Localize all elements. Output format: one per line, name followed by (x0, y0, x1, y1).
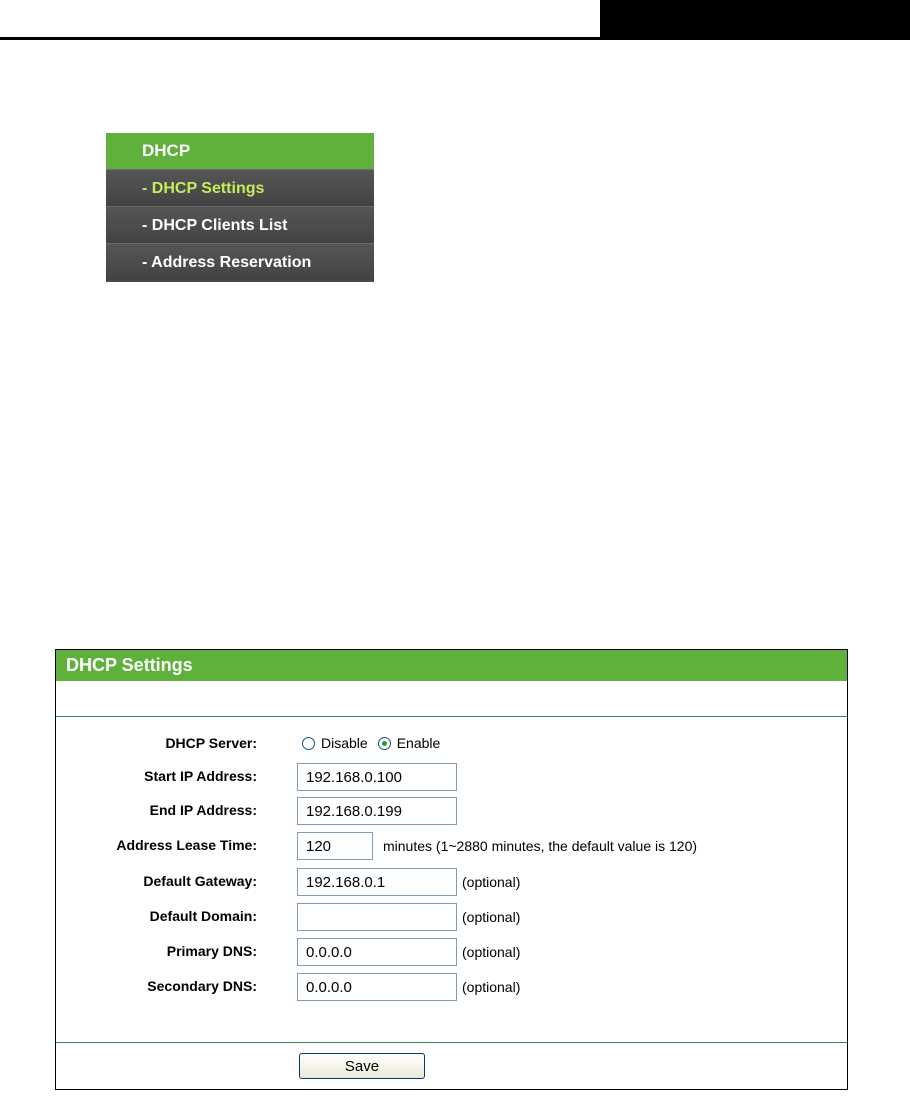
domain-input[interactable] (297, 903, 457, 931)
secondary-dns-row (56, 973, 847, 1003)
lease-time-input[interactable] (297, 832, 373, 860)
menu-header-dhcp[interactable]: DHCP (106, 133, 374, 169)
menu-item-address-reservation[interactable]: - Address Reservation (106, 243, 374, 280)
gateway-label: Default Gateway: (143, 873, 257, 889)
gateway-input[interactable] (297, 868, 457, 896)
disable-radio-label[interactable]: Disable (321, 735, 368, 751)
lease-time-row (56, 832, 847, 862)
page-header-rule (0, 37, 910, 40)
secondary-dns-input[interactable] (297, 973, 457, 1001)
page-header-block (600, 0, 910, 38)
menu-item-dhcp-clients-list[interactable]: - DHCP Clients List (106, 206, 374, 243)
domain-label: Default Domain: (149, 908, 257, 924)
start-ip-row (56, 763, 847, 793)
dhcp-menu (106, 133, 374, 282)
end-ip-input[interactable] (297, 797, 457, 825)
dhcp-settings-panel (55, 649, 848, 1090)
domain-row (56, 903, 847, 933)
dhcp-server-row (56, 730, 847, 760)
domain-optional-hint: (optional) (462, 909, 521, 925)
primary-dns-optional-hint: (optional) (462, 944, 521, 960)
gateway-optional-hint: (optional) (462, 874, 521, 890)
dhcp-server-label: DHCP Server: (165, 735, 257, 751)
divider-top (56, 716, 847, 717)
secondary-dns-optional-hint: (optional) (462, 979, 521, 995)
primary-dns-input[interactable] (297, 938, 457, 966)
divider-bottom (56, 1042, 847, 1043)
secondary-dns-label: Secondary DNS: (147, 978, 257, 994)
end-ip-row (56, 797, 847, 827)
start-ip-label: Start IP Address: (144, 768, 257, 784)
enable-radio-label[interactable]: Enable (396, 735, 441, 751)
primary-dns-label: Primary DNS: (166, 943, 257, 959)
save-button[interactable]: Save (299, 1053, 425, 1079)
panel-title: DHCP Settings (56, 650, 847, 681)
gateway-row (56, 868, 847, 898)
primary-dns-row (56, 938, 847, 968)
lease-time-label: Address Lease Time: (116, 837, 257, 853)
menu-item-dhcp-settings[interactable]: - DHCP Settings (106, 169, 374, 206)
enable-radio[interactable] (378, 737, 391, 750)
disable-radio[interactable] (302, 737, 315, 750)
end-ip-label: End IP Address: (149, 802, 257, 818)
start-ip-input[interactable] (297, 763, 457, 791)
lease-time-hint: minutes (1~2880 minutes, the default value is 120) (383, 838, 698, 854)
